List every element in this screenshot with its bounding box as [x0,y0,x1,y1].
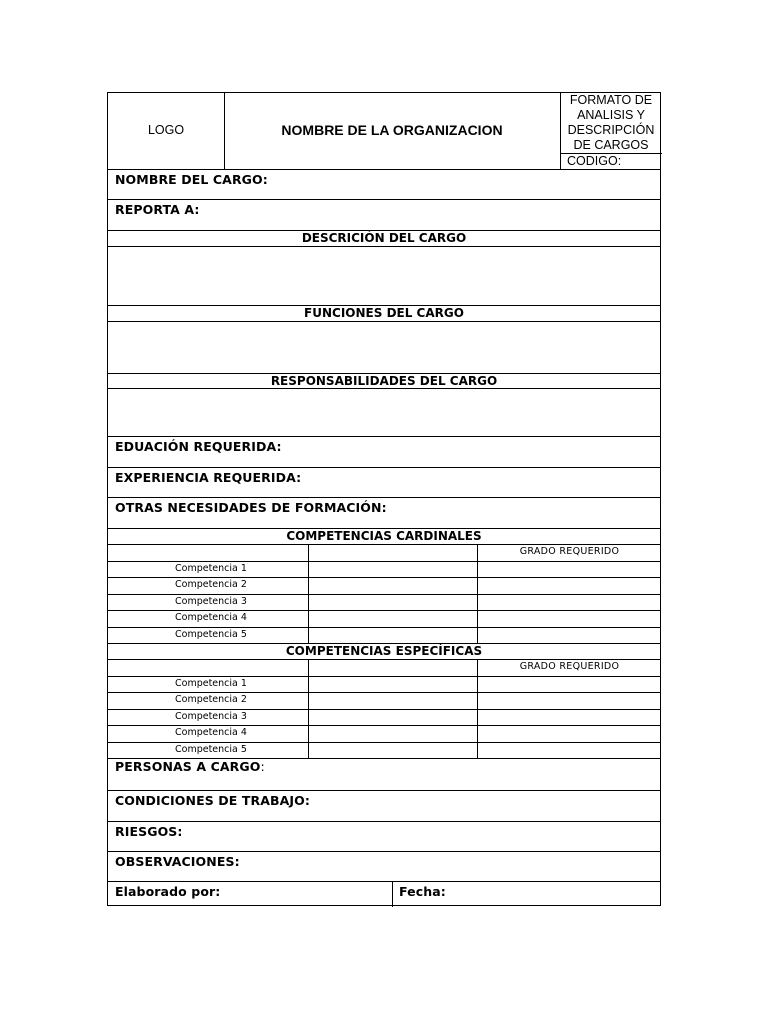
competencia-name: Competencia 4 [175,612,247,623]
observaciones-label: OBSERVACIONES: [115,854,240,869]
competencia-name: Competencia 2 [175,694,247,705]
reporta-a-label: REPORTA A: [115,202,200,217]
column-divider [477,710,478,725]
format-title-line: FORMATO DE [569,93,653,107]
competencia-name: Competencia 5 [175,744,247,755]
personas-row [108,758,660,790]
table-row [108,577,660,594]
code-cell [560,153,662,169]
column-divider [477,562,478,577]
column-divider [308,611,309,627]
format-title-line: DESCRIPCIÓN [567,123,655,137]
descripcion-area [108,246,660,305]
especificas-title: COMPETENCIAS ESPECÍFICAS [285,644,483,658]
format-title [560,93,662,153]
elaborado-label: Elaborado por: [115,884,221,899]
logo: LOGO [147,123,185,137]
format-title-line: ANALISIS Y [577,108,645,122]
elaborado-row [108,881,660,907]
observaciones-row [108,851,660,881]
competencia-name: Competencia 5 [175,629,247,640]
column-divider [308,578,309,594]
riesgos-row [108,821,660,851]
cardinales-title: COMPETENCIAS CARDINALES [286,529,482,543]
form-header [108,93,660,169]
funciones-header [108,305,660,321]
column-divider [308,743,309,758]
column-divider [477,726,478,742]
responsabilidades-title: RESPONSABILIDADES DEL CARGO [270,374,498,388]
educacion-label: EDUACIÓN REQUERIDA: [115,439,282,454]
cardinales-grado-row [108,544,660,561]
experiencia-label: EXPERIENCIA REQUERIDA: [115,470,302,485]
job-description-form [107,92,661,906]
responsabilidades-area [108,388,660,436]
column-divider [308,562,309,577]
column-divider [477,677,478,692]
cardinales-header [108,528,660,544]
cardinales-grado-label: GRADO REQUERIDO [519,546,620,557]
personas-colon: : [260,759,265,774]
condiciones-label: CONDICIONES DE TRABAJO: [115,793,310,808]
table-row [108,676,660,692]
nombre-cargo-row [108,169,660,199]
table-row [108,692,660,709]
especificas-grado-label: GRADO REQUERIDO [519,661,620,672]
descripcion-header [108,230,660,246]
especificas-header [108,643,660,659]
column-divider [308,726,309,742]
elaborado-divider [392,882,393,907]
table-row [108,627,660,643]
column-divider [477,611,478,627]
code-label: CODIGO: [567,154,622,168]
descripcion-title: DESCRICIÓN DEL CARGO [301,231,467,245]
table-row [108,561,660,577]
otras-label: OTRAS NECESIDADES DE FORMACIÓN: [115,500,387,515]
responsabilidades-header [108,373,660,388]
column-divider [308,693,309,709]
organization-name: NOMBRE DE LA ORGANIZACION [281,122,503,138]
riesgos-label: RIESGOS: [115,824,183,839]
column-divider [477,693,478,709]
competencia-name: Competencia 3 [175,711,247,722]
column-divider [308,677,309,692]
column-divider [477,628,478,643]
column-divider [308,595,309,610]
personas-label-text: PERSONAS A CARGO [115,759,261,774]
table-row [108,594,660,610]
column-divider [308,710,309,725]
condiciones-row [108,790,660,821]
table-row [108,742,660,758]
personas-label [115,759,265,774]
reporta-a-row [108,199,660,230]
column-divider [308,628,309,643]
educacion-row [108,436,660,467]
column-divider [477,595,478,610]
column-divider [477,743,478,758]
competencia-name: Competencia 1 [175,563,247,574]
column-divider [477,578,478,594]
funciones-title: FUNCIONES DEL CARGO [304,306,464,320]
otras-row [108,497,660,528]
table-row [108,725,660,742]
nombre-cargo-label: NOMBRE DEL CARGO: [115,172,268,187]
column-divider [308,545,309,561]
competencia-name: Competencia 3 [175,596,247,607]
competencia-name: Competencia 4 [175,727,247,738]
competencia-name: Competencia 1 [175,678,247,689]
format-title-line: DE CARGOS [573,138,649,152]
table-row [108,709,660,725]
funciones-area [108,321,660,373]
especificas-grado-row [108,659,660,676]
fecha-label: Fecha: [399,884,446,899]
column-divider [308,660,309,676]
competencia-name: Competencia 2 [175,579,247,590]
experiencia-row [108,467,660,497]
table-row [108,610,660,627]
